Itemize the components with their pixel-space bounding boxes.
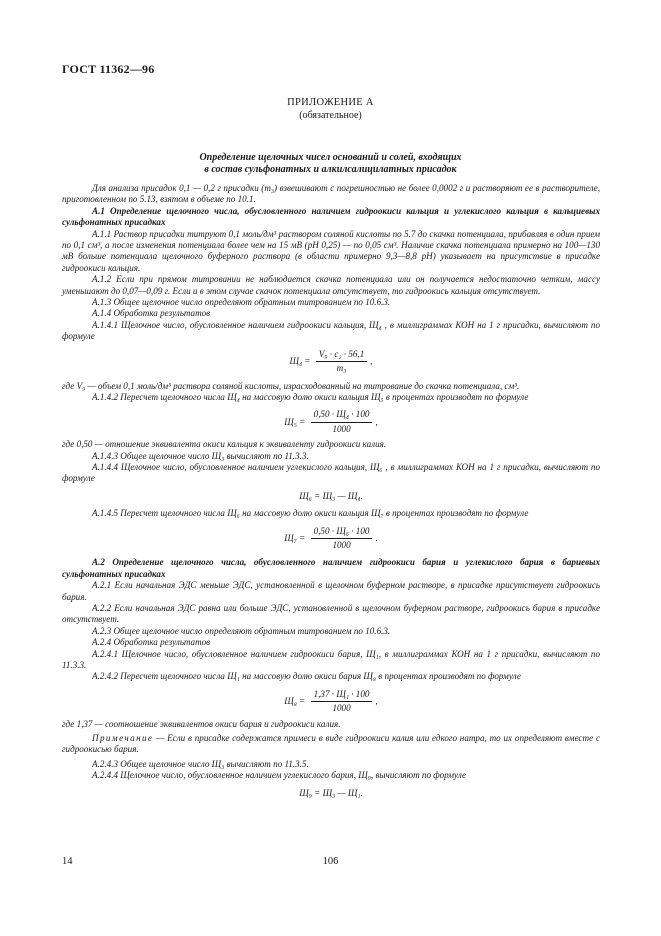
document-body <box>62 183 600 799</box>
appendix-subtitle: (обязательное) <box>299 110 362 121</box>
formula-sch5 <box>62 409 600 435</box>
clause-a1-4-1: А.1.4.1 Щелочное число, обусловленное наличием гидроокиси кальция, Щ₄ , в миллиграммах КОН на 1 г присадки, вычисляют по формуле <box>62 319 600 342</box>
formula-sch4 <box>62 349 600 375</box>
definition-050: где 0,50 — отношение эквивалента окиси кальция к эквиваленту гидроокиси калия. <box>62 439 387 450</box>
formula-sch5-numerator: 0,50 · Щ₄ · 100 <box>311 409 373 422</box>
page-number-center: 106 <box>322 856 339 867</box>
formula-sch7-fraction <box>311 526 373 552</box>
formula-sch8-numerator: 1,37 · Щ₁ · 100 <box>311 689 373 702</box>
formula-sch7-lhs: Щ₇ = <box>284 532 306 543</box>
clause-a2-4-4: А.2.4.4 Щелочное число, обусловленное наличием углекислого бария, Щ₉, вычисляют по формуле <box>92 770 467 781</box>
clause-a1-4: А.1.4 Обработка результатов <box>92 308 211 319</box>
clause-a2-3: А.2.3 Общее щелочное число определяют обратным титрованием по 10.6.3. <box>92 625 391 636</box>
formula-sch8 <box>62 689 600 715</box>
clause-a1-3: А.1.3 Общее щелочное число определяют обратным титрованием по 10.6.3. <box>92 297 391 308</box>
formula-sch4-tail: , <box>370 355 373 366</box>
clause-a2-heading: А.2 Определение щелочного числа, обусловленного наличием гидроокиси бария и углекислого бария в бариевых сульфонатных присадках <box>62 557 600 579</box>
clause-a2-4-2: А.2.4.2 Пересчет щелочного числа Щ₁ на массовую долю окиси бария Щ₈ в процентах производят по формуле <box>92 671 521 682</box>
clause-a1-heading: А.1 Определение щелочного числа, обусловленного наличием гидроокиси кальция и углекислого кальция в кальциевых сульфонатных присадках <box>62 205 600 228</box>
clause-a2-4-3: А.2.4.3 Общее щелочное число Щ₃ вычисляют по 11.3.5. <box>92 758 309 769</box>
clause-a1-4-3: А.1.4.3 Общее щелочное число Щ₃ вычисляют по 11.3.3. <box>92 450 309 461</box>
formula-sch7-tail: . <box>375 532 378 543</box>
formula-sch6: Щ₆ = Щ₃ — Щ₄. <box>299 490 363 501</box>
section-title-line2: в состав сульфонатных и алкилсалицилатных присадок <box>204 164 457 175</box>
clause-a1-4-4: А.1.4.4 Щелочное число, обусловленное наличием углекислого кальция, Щ₆ , в миллиграммах КОН на 1 г присадки, вычисляют по формуле <box>62 461 600 484</box>
formula-sch7 <box>62 526 600 552</box>
formula-sch5-tail: , <box>375 416 378 427</box>
formula-sch5-denominator: 1000 <box>332 423 351 434</box>
note-text: — Если в присадке содержатся примеси в виде гидроокиси калия или едкого натра, то их определяют вместе с гидроокисью бария. <box>62 733 600 755</box>
formula-sch7-denominator: 1000 <box>332 539 351 550</box>
formula-sch4-fraction <box>316 349 367 375</box>
section-title <box>0 152 661 176</box>
clause-a2-1: А.2.1 Если начальная ЭДС меньше ЭДС, установленной в щелочном буферном растворе, в присадке присутствует гидроокись бария. <box>62 580 600 602</box>
clause-a1-2: А.1.2 Если при прямом титровании не наблюдается скачка потенциала или он получается недостаточно четким, массу уменьшают до 0,07—0,09 г. Если и в этом случае скачок потенциала отсутствует, то гидроокись кальция отсутствует. <box>62 274 600 296</box>
clause-a1-1: А.1.1 Раствор присадки титруют 0,1 моль/дм³ раствором соляной кислоты по 5.7 до скачка потенциала, прибавляя в один прием по 0,1 см³, а после изменения потенциала более чем на 15 мВ (рН 0,25) — по 0,05 см³. Наличие скачка потенциала примерно на 100—130 мВ больше потенциала щелочного буферного раствора (в области примерно 9,3—8,8 рН) указывает на присутствие в присадке гидроокиси кальция. <box>62 228 600 273</box>
formula-sch8-tail: , <box>375 696 378 707</box>
appendix-title: ПРИЛОЖЕНИЕ А <box>287 97 374 108</box>
formula-sch8-denominator: 1000 <box>332 703 351 714</box>
definition-137: где 1,37 — соотношение эквивалентов окиси бария и гидроокиси калия. <box>62 718 341 729</box>
formula-sch9: Щ₉ = Щ₃ — Щ₁. <box>299 787 363 798</box>
note-paragraph <box>62 733 600 756</box>
formula-sch5-fraction <box>311 409 373 435</box>
clause-a2-4-1: А.2.4.1 Щелочное число, обусловленное наличием гидроокиси бария, Щ₁, в миллиграммах КОН на 1 г присадки, вычисляют по 11.3.3. <box>62 648 600 671</box>
formula-sch8-lhs: Щ₈ = <box>284 696 306 707</box>
formula-sch4-denominator: m₃ <box>336 363 347 374</box>
formula-sch8-fraction <box>311 689 373 715</box>
standard-header: ГОСТ 11362—96 <box>62 62 155 76</box>
formula-sch5-lhs: Щ₅ = <box>284 416 306 427</box>
section-title-line1: Определение щелочных чисел оснований и солей, входящих <box>199 152 462 163</box>
clause-a1-4-5: А.1.4.5 Пересчет щелочного числа Щ₆ на массовую долю окиси кальция Щ₇ в процентах производят по формуле <box>92 508 529 519</box>
formula-sch4-numerator: V₉ · c₂ · 56,1 <box>316 349 367 362</box>
note-label: Примечание <box>92 733 154 744</box>
page-number-left: 14 <box>62 856 73 867</box>
intro-paragraph: Для анализа присадок 0,1 — 0,2 г присадки (m₃) взвешивают с погрешностью не более 0,0002 г и растворяют ее в растворителе, приготовленном по 5.13, взятом в объеме по 10.1. <box>62 183 600 205</box>
clause-a2-2: А.2.2 Если начальная ЭДС равна или больше ЭДС, установленной в щелочном буферном растворе, гидроокись бария в присадке отсутствует. <box>62 603 600 625</box>
formula-sch7-numerator: 0,50 · Щ₆ · 100 <box>311 526 373 539</box>
clause-a1-4-2: А.1.4.2 Пересчет щелочного числа Щ₄ на массовую долю окиси кальция Щ₅ в процентах производят по формуле <box>92 391 529 402</box>
formula-sch4-lhs: Щ₄ = <box>289 355 311 366</box>
clause-a2-4: А.2.4 Обработка результатов <box>92 637 211 648</box>
definition-v9: где V₉ — объем 0,1 моль/дм³ раствора соляной кислоты, израсходованный на титрование до скачка потенциала, см³. <box>62 380 520 391</box>
